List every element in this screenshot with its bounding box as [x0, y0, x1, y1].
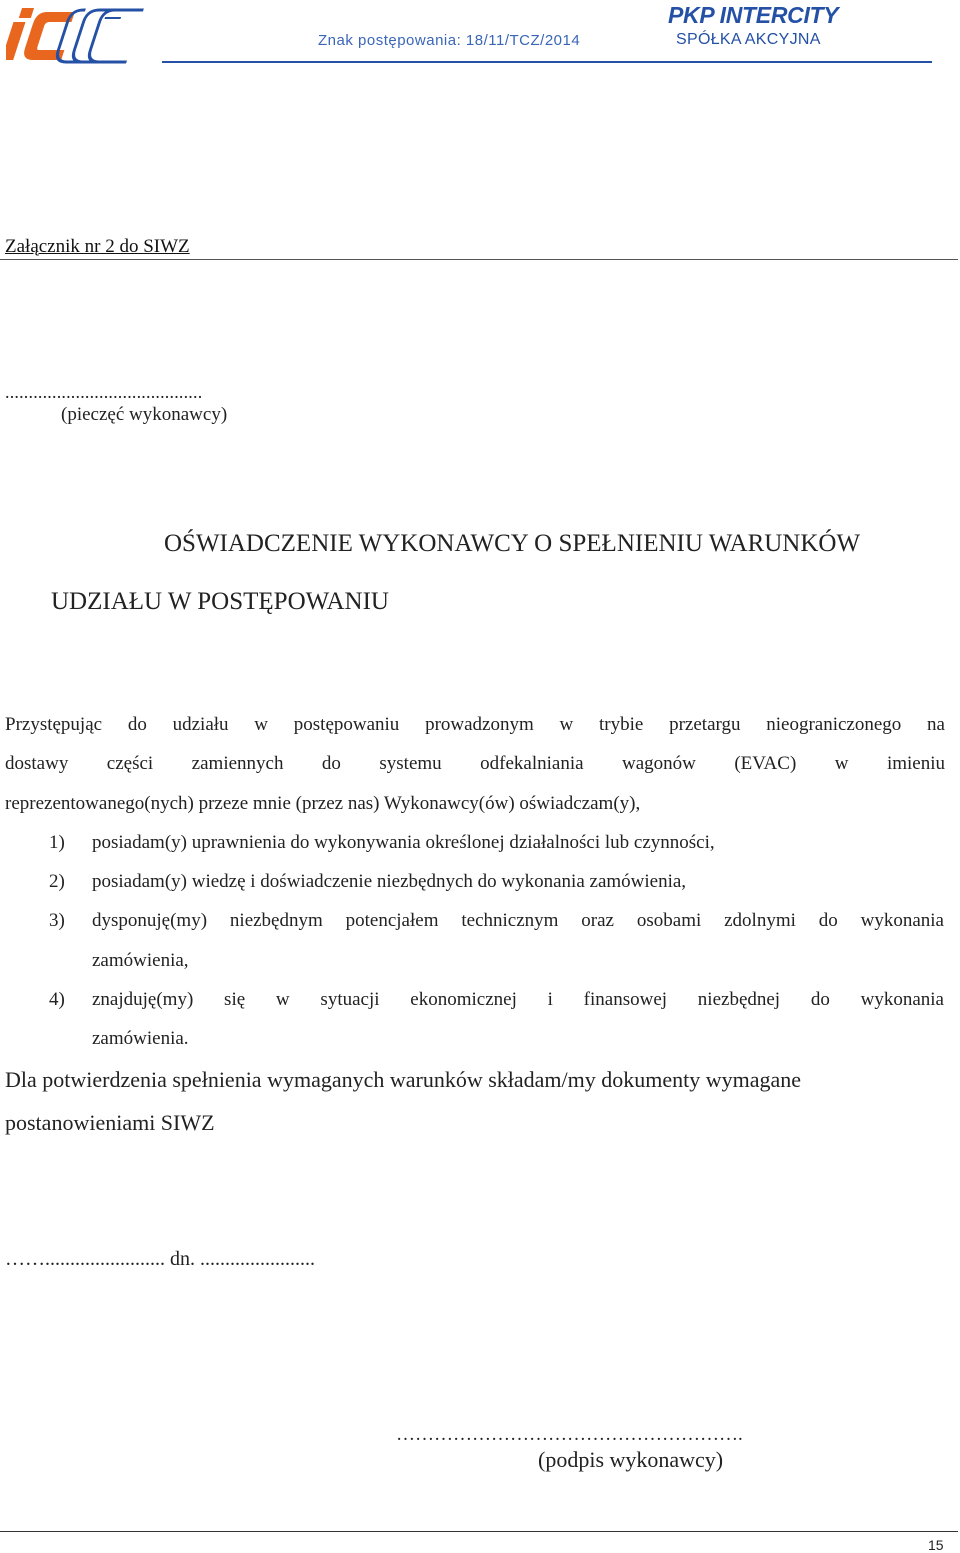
- procurement-reference: Znak postępowania: 18/11/TCZ/2014: [318, 32, 581, 49]
- list-item-text-continued: zamówienia.: [92, 1028, 189, 1049]
- confirmation-line-1: Dla potwierdzenia spełnienia wymaganych warunków składam/my dokumenty wymagane: [5, 1067, 802, 1092]
- date-placeholder: ……........................ dn. .......................: [5, 1248, 315, 1270]
- company-logo: [6, 2, 166, 66]
- list-item-text: posiadam(y) wiedzę i doświadczenie niezbędnych do wykonania zamówienia,: [92, 871, 687, 892]
- page-number: 15: [928, 1537, 944, 1553]
- stamp-label: (pieczęć wykonawcy): [61, 404, 228, 425]
- document-title-line2: UDZIAŁU W POSTĘPOWANIU: [51, 588, 389, 615]
- footer-divider: [0, 1531, 958, 1532]
- brand-subtitle: SPÓŁKA AKCYJNA: [676, 31, 821, 48]
- list-item-text: znajduję(my) się w sytuacji ekonomicznej i finansowej niezbędnej do wykonania: [92, 989, 944, 1010]
- list-item-number: 4): [49, 989, 65, 1010]
- signature-dots: ……………………………………………….: [396, 1424, 743, 1445]
- list-item-text-continued: zamówienia,: [92, 950, 189, 971]
- list-item-number: 2): [49, 871, 65, 892]
- intro-line-3: reprezentowanego(nych) przeze mnie (przez nas) Wykonawcy(ów) oświadczam(y),: [5, 793, 641, 814]
- brand-name: PKP INTERCITY: [668, 2, 839, 28]
- attachment-divider: [0, 259, 958, 260]
- attachment-label: Załącznik nr 2 do SIWZ: [5, 236, 190, 257]
- header-divider: [162, 61, 932, 63]
- intro-line-2: dostawy części zamiennych do systemu odfekalniania wagonów (EVAC) w imieniu: [5, 753, 945, 774]
- list-item-text: dysponuję(my) niezbędnym potencjałem technicznym oraz osobami zdolnymi do wykonania: [92, 910, 944, 931]
- list-item-number: 3): [49, 910, 65, 931]
- signature-label: (podpis wykonawcy): [538, 1447, 724, 1472]
- intro-line-1: Przystępując do udziału w postępowaniu prowadzonym w trybie przetargu nieograniczonego na: [5, 714, 945, 735]
- document-title-line1: OŚWIADCZENIE WYKONAWCY O SPEŁNIENIU WARUNKÓW: [164, 530, 861, 557]
- list-item-number: 1): [49, 832, 65, 853]
- list-item-text: posiadam(y) uprawnienia do wykonywania określonej działalności lub czynności,: [92, 832, 715, 853]
- stamp-dots: ..........................................: [5, 382, 203, 402]
- confirmation-line-2: postanowieniami SIWZ: [5, 1110, 215, 1135]
